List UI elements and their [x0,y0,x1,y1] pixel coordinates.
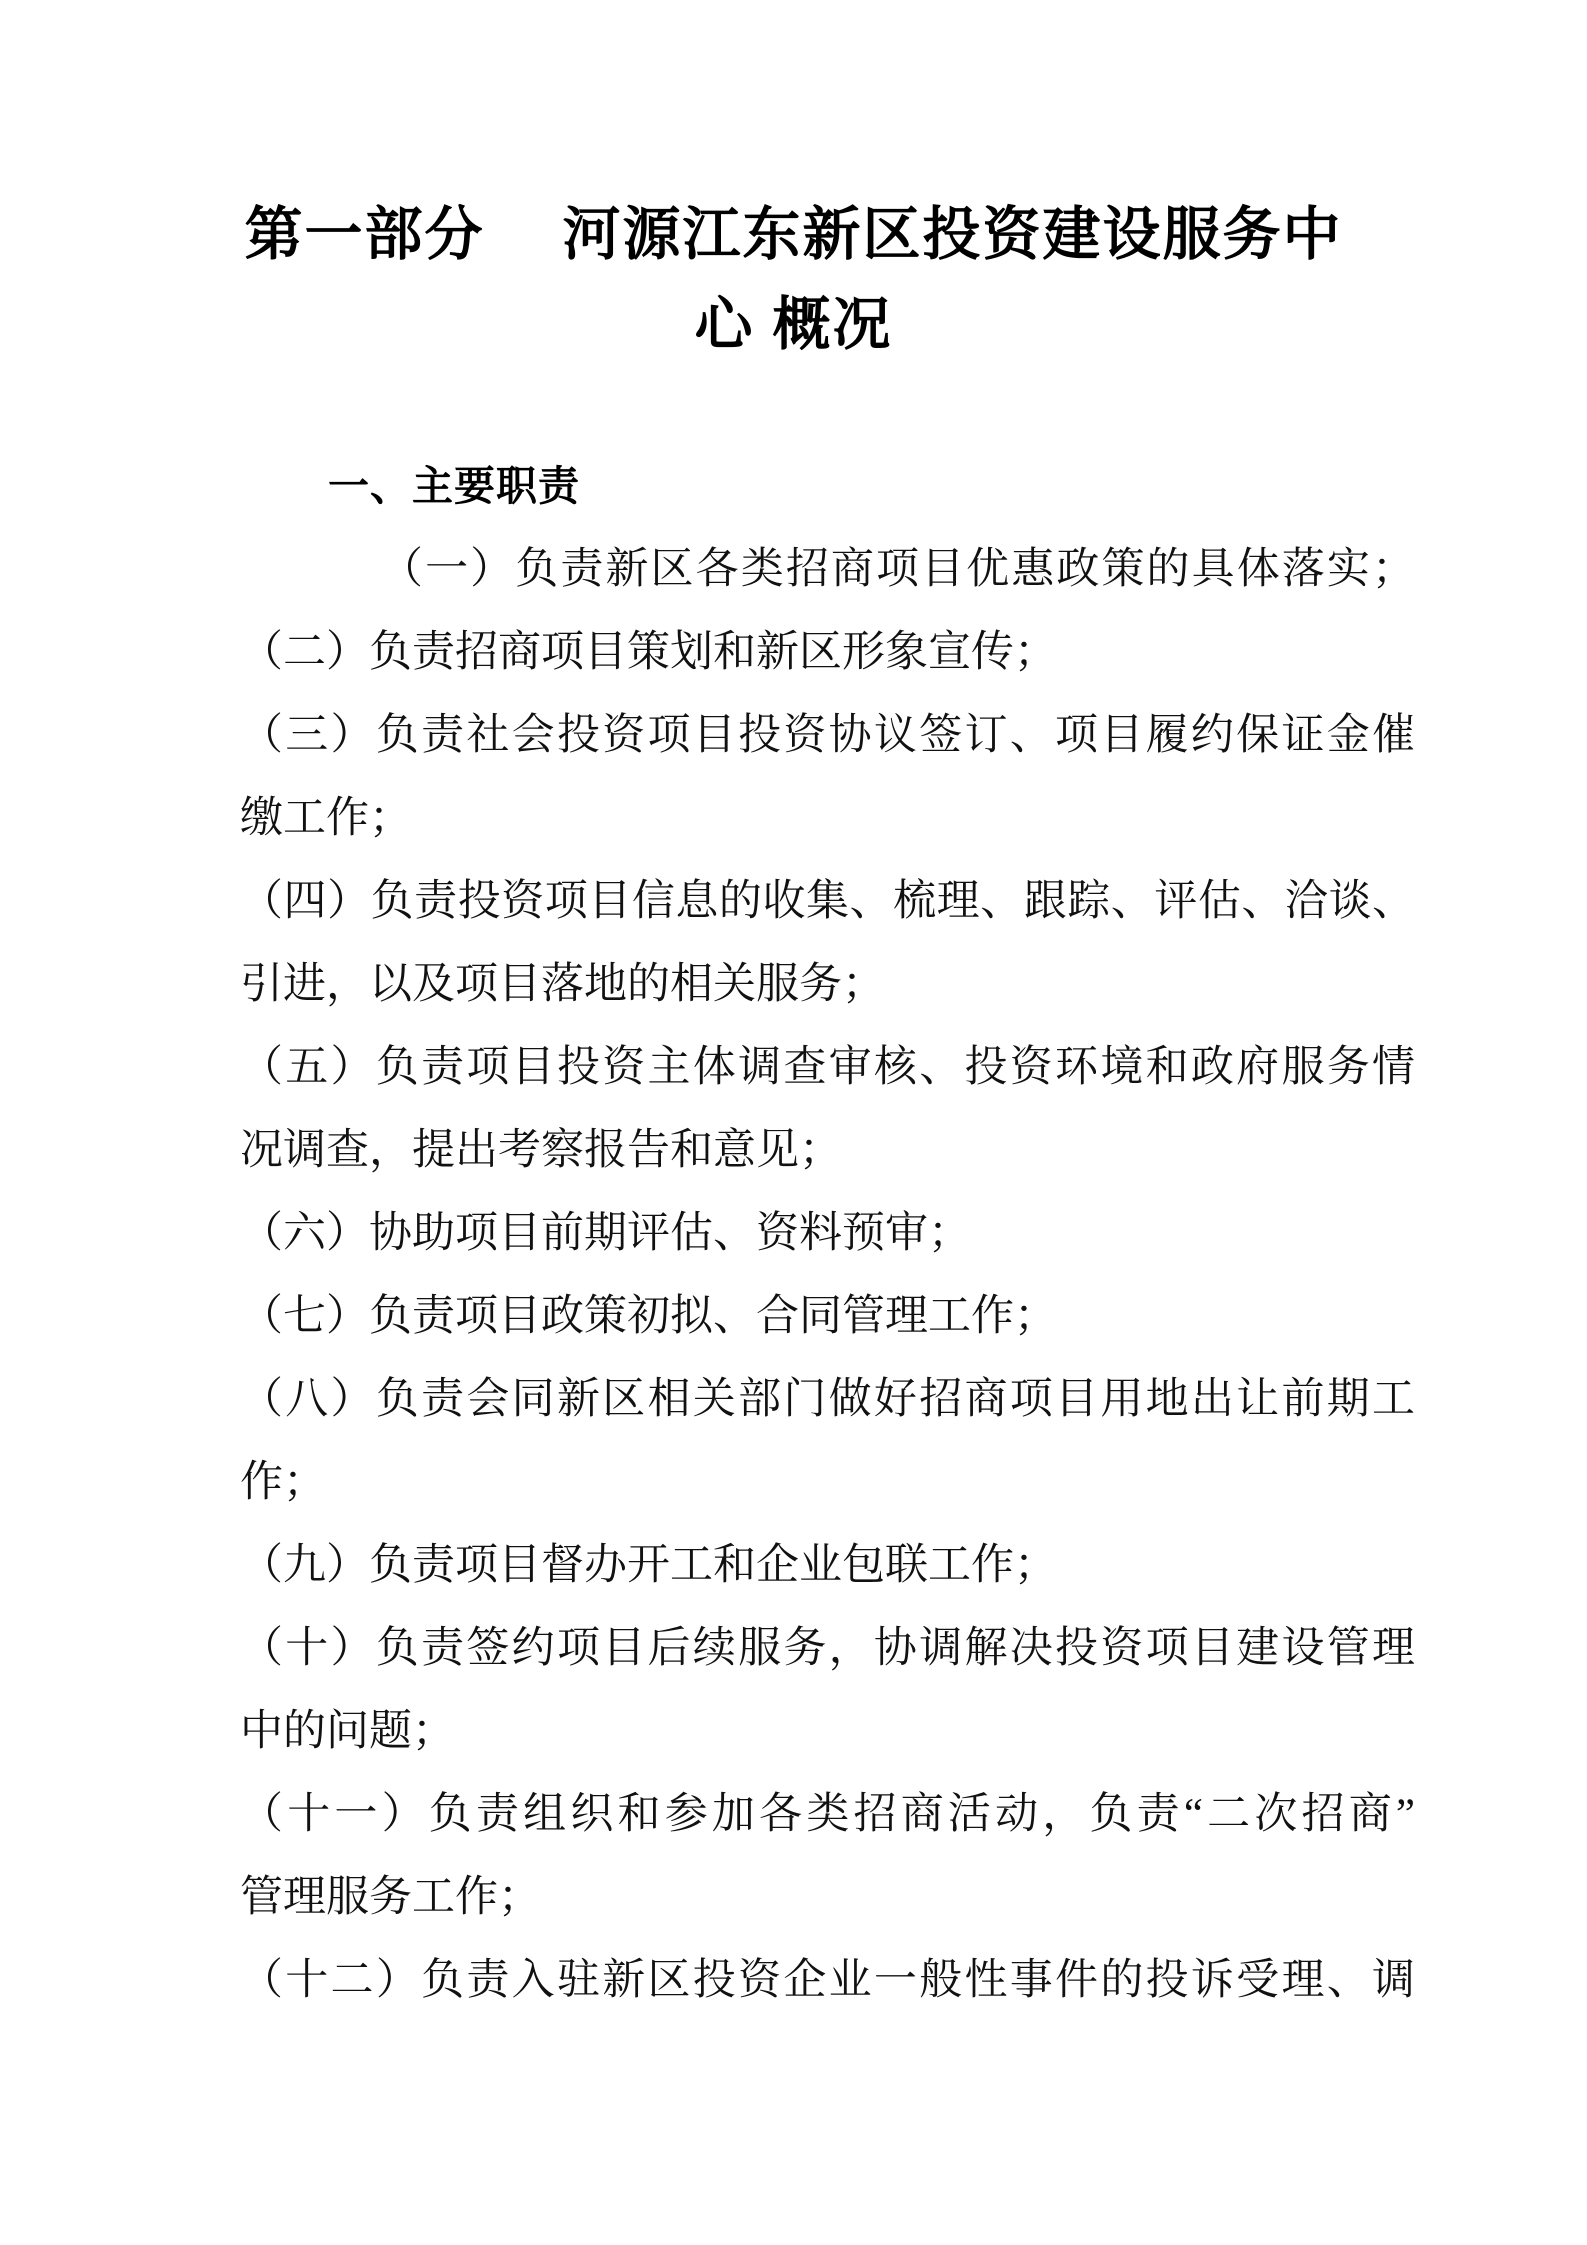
body-line: （二）负责招商项目策划和新区形象宣传； [240,629,1057,676]
body-line: 管理服务工作； [240,1874,541,1921]
body-line: （八）负责会同新区相关部门做好招商项目用地出让前期工 [240,1376,1415,1423]
body-line: （七）负责项目政策初拟、合同管理工作； [240,1293,1057,1340]
body-line: （十一）负责组织和参加各类招商活动，负责“二次招商” [240,1791,1415,1838]
body-line: 况调查，提出考察报告和意见； [240,1127,842,1174]
body-line: 引进，以及项目落地的相关服务； [240,961,885,1008]
body-line: （六）协助项目前期评估、资料预审； [240,1210,971,1257]
body-line: 中的问题； [240,1708,455,1755]
body-line: （四）负责投资项目信息的收集、梳理、跟踪、评估、洽谈、 [240,878,1415,925]
body-line: （九）负责项目督办开工和企业包联工作； [240,1542,1057,1589]
document-title-line2: 心 概况 [694,292,893,357]
body-line: （十）负责签约项目后续服务，协调解决投资项目建设管理 [240,1625,1415,1672]
body-text [240,528,1415,2022]
body-line: （十二）负责入驻新区投资企业一般性事件的投诉受理、调 [240,1957,1415,2004]
section-heading: 一、主要职责 [328,463,580,509]
document-title [0,190,1587,370]
document-content [0,445,1587,2022]
body-line: 缴工作； [240,795,412,842]
body-line: 作； [240,1459,326,1506]
document-title-line1: 第一部分 河源江东新区投资建设服务中 [244,202,1343,267]
body-line: （五）负责项目投资主体调查审核、投资环境和政府服务情 [240,1044,1415,1091]
body-line: （一）负责新区各类招商项目优惠政策的具体落实； [380,546,1415,593]
body-line: （三）负责社会投资项目投资协议签订、项目履约保证金催 [240,712,1415,759]
